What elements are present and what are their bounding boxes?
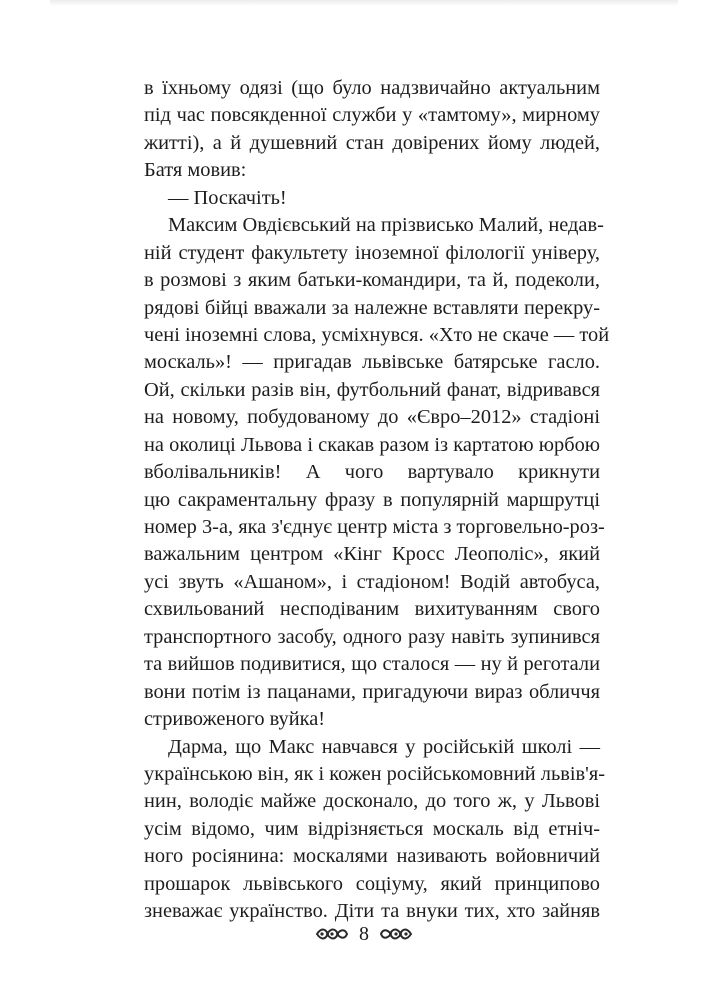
text-line: — Поскачіть! <box>168 186 287 209</box>
text-line: усім відомо, чим відрізняється москаль від етніч- <box>144 817 600 840</box>
text-line: Максим Овдієвський на прізвисько Малий, недав- <box>168 214 604 237</box>
text-line: цю сакраментальну фразу в популярній маршрутці <box>144 488 600 511</box>
page-number: 8 <box>359 923 369 945</box>
text-line: вони потім із пацанами, пригадуючи вираз обличчя <box>144 680 600 703</box>
text-line: нин, володіє майже досконало, до того ж, у Львові <box>144 790 600 813</box>
text-line: чені іноземні слова, усміхнувся. «Хто не скаче — той <box>144 323 610 346</box>
text-line: в їхньому одязі (що було надзвичайно актуальним <box>144 77 600 99</box>
text-line: на новому, побудованому до «Євро–2012» стадіоні <box>144 406 600 429</box>
text-line: зневажає українство. Діти та внуки тих, хто зайняв <box>144 900 600 923</box>
text-line: транспортного засобу, одного разу навіть зупинився <box>144 625 600 648</box>
text-line: в розмові з яким батьки-командири, та й, подеколи, <box>144 269 600 292</box>
text-line: Ой, скільки разів він, футбольний фанат, відривався <box>144 378 600 401</box>
text-line: стривоженого вуйка! <box>144 708 326 731</box>
page-footer <box>0 922 728 946</box>
left-ornament-icon <box>315 926 349 942</box>
text-line: на околиці Львова і скакав разом із картатою юрбою <box>144 433 600 456</box>
body-text <box>144 75 610 926</box>
text-line: москаль»! — пригадав львівське батярське гасло. <box>144 351 600 374</box>
text-line: ного росіянина: москалями називають войовничий <box>144 845 600 868</box>
text-line: номер 3-а, яка з'єднує центр міста з торговельно-роз- <box>144 516 605 538</box>
text-line: усі звуть «Ашаном», і стадіоном! Водій автобуса, <box>144 570 600 593</box>
text-line: житті), а й душевний стан довірених йому людей, <box>144 131 600 154</box>
text-line: вболівальників! А чого вартувало крикнути <box>144 461 600 484</box>
text-line: та вийшов подивитися, що сталося — ну й реготали <box>144 653 600 676</box>
text-line: ній студент факультету іноземної філології універу, <box>144 241 600 264</box>
text-line: важальним центром «Кінг Кросс Леополіс», який <box>144 543 600 566</box>
text-line: Батя мовив: <box>144 159 247 182</box>
text-line: під час повсякденної служби у «тамтому», мирному <box>144 104 600 127</box>
text-line: українською він, як і кожен російськомовний львів'я- <box>144 762 606 785</box>
text-line: рядові бійці вважали за належне вставляти перекру- <box>144 296 600 319</box>
right-ornament-icon <box>379 926 413 942</box>
text-line: Дарма, що Макс навчався у російській школі — <box>168 735 600 758</box>
text-line: прошарок львівського соціуму, який принципово <box>144 872 600 895</box>
page-top-edge <box>50 0 678 6</box>
text-line: схвильований несподіваним вихитуванням свого <box>144 598 600 621</box>
